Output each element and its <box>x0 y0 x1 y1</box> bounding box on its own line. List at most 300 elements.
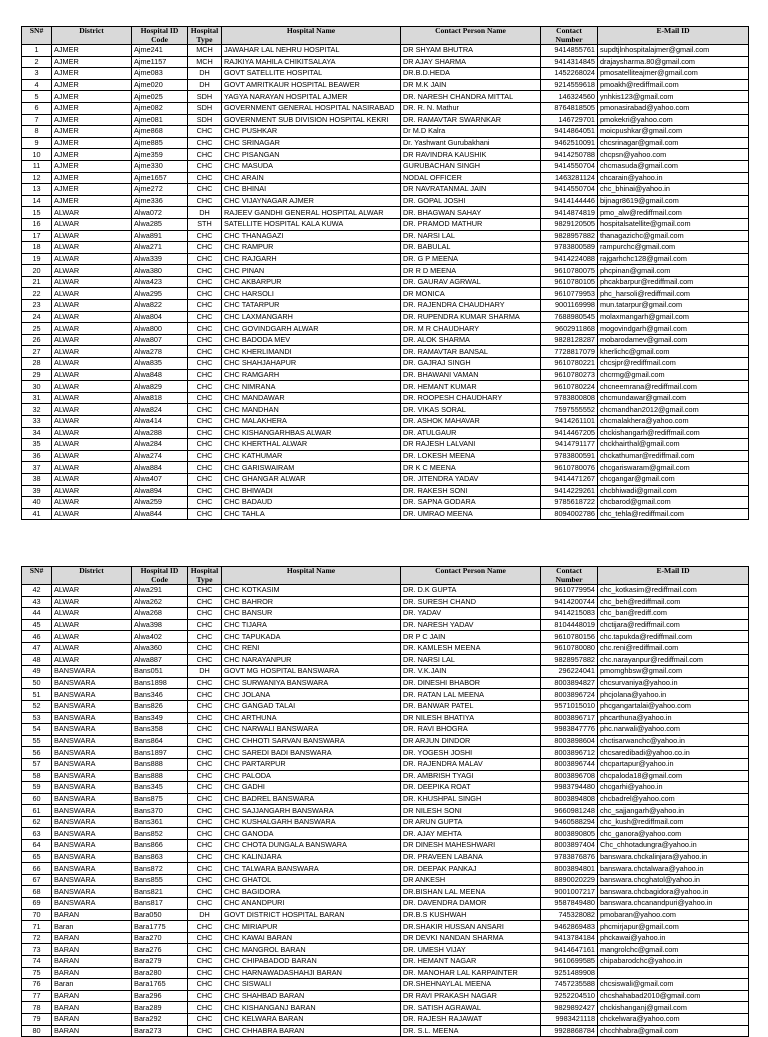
hospital-name-cell: CHC MASUDA <box>222 160 401 172</box>
hospital-id-cell: Alwa295 <box>132 288 188 300</box>
hospital-name-cell: CHC ANANDPURI <box>222 898 401 910</box>
table-row <box>22 1025 749 1037</box>
table-row <box>22 735 749 747</box>
hospital-name-cell: GOVT AMRITKAUR HOSPITAL BEAWER <box>222 79 401 91</box>
contact-person-cell: DR. RUPENDRA KUMAR SHARMA <box>401 311 541 323</box>
hospital-name-cell: CHC KUSHALGARH BANSWARA <box>222 816 401 828</box>
hospital-id-cell: Ajme081 <box>132 114 188 126</box>
contact-person-cell: DR. KAMLESH MEENA <box>401 642 541 654</box>
email-cell: chckelwara@yahoo.com <box>598 1013 749 1025</box>
table-row <box>22 666 749 678</box>
hospital-name-cell: CHC NIMRANA <box>222 381 401 393</box>
hospital-name-cell: CHC KISHANGANJ BARAN <box>222 1002 401 1014</box>
table-row <box>22 473 749 485</box>
hospital-type-cell: CHC <box>188 898 222 910</box>
table-row <box>22 886 749 898</box>
hospital-name-cell: CHC GHANGAR ALWAR <box>222 473 401 485</box>
district-cell: ALWAR <box>52 230 132 242</box>
sn-cell: 18 <box>22 242 52 254</box>
contact-person-cell: DR. YADAV <box>401 608 541 620</box>
contact-person-cell: DR. HEMANT KUMAR <box>401 381 541 393</box>
district-cell: BANSWARA <box>52 851 132 863</box>
hospital-type-cell: CHC <box>188 724 222 736</box>
contact-person-cell: DR. SAPNA GODARA <box>401 497 541 509</box>
hospital-name-cell: CHC PINAN <box>222 265 401 277</box>
sn-cell: 78 <box>22 1002 52 1014</box>
hospital-type-cell: CHC <box>188 979 222 991</box>
table-row <box>22 288 749 300</box>
table-row <box>22 56 749 68</box>
table-row <box>22 416 749 428</box>
hospital-name-cell: CHC SURWANIYA BANSWARA <box>222 677 401 689</box>
hospital-name-cell: CHC TALWARA BANSWARA <box>222 863 401 875</box>
sn-cell: 32 <box>22 404 52 416</box>
district-cell: ALWAR <box>52 276 132 288</box>
contact-person-cell: DR. BABULAL <box>401 242 541 254</box>
district-cell: ALWAR <box>52 416 132 428</box>
email-cell: pmosatelliteajmer@gmail.com <box>598 68 749 80</box>
hospital-name-cell: CHC GANODA <box>222 828 401 840</box>
header-sn: SN# <box>22 27 52 45</box>
hospital-name-cell: GOVT MG HOSPITAL BANSWARA <box>222 666 401 678</box>
hospital-name-cell: CHC SHAHBAD BARAN <box>222 990 401 1002</box>
contact-person-cell: DR. DEEPIKA ROAT <box>401 782 541 794</box>
sn-cell: 55 <box>22 735 52 747</box>
hospital-type-cell: SDH <box>188 102 222 114</box>
table-header-row <box>22 567 749 585</box>
contact-number-cell: 8003890805 <box>541 828 598 840</box>
hospital-type-cell: CHC <box>188 828 222 840</box>
contact-person-cell: DR. ALOK SHARMA <box>401 334 541 346</box>
sn-cell: 45 <box>22 619 52 631</box>
hospital-type-cell: CHC <box>188 608 222 620</box>
contact-number-cell: 8003897404 <box>541 840 598 852</box>
sn-cell: 70 <box>22 909 52 921</box>
contact-person-cell: DR. DAVENDRA DAMOR <box>401 898 541 910</box>
contact-person-cell: DR. RAKESH SONI <box>401 485 541 497</box>
contact-person-cell: DR M.K JAIN <box>401 79 541 91</box>
district-cell: AJMER <box>52 126 132 138</box>
contact-number-cell: 9252204510 <box>541 990 598 1002</box>
hospital-name-cell: CHC SRINAGAR <box>222 137 401 149</box>
table-row <box>22 585 749 597</box>
hospital-type-cell: DH <box>188 666 222 678</box>
sn-cell: 9 <box>22 137 52 149</box>
hospital-type-cell: CHC <box>188 619 222 631</box>
contact-person-cell: DR RAVINDRA KAUSHIK <box>401 149 541 161</box>
hospital-id-cell: Alwa271 <box>132 242 188 254</box>
contact-number-cell: 9783800591 <box>541 450 598 462</box>
table-row <box>22 184 749 196</box>
email-cell: phcpinan@gmail.com <box>598 265 749 277</box>
hospital-name-cell: GOVERNMENT SUB DIVISION HOSPITAL KEKRI <box>222 114 401 126</box>
contact-person-cell: DR R D MEENA <box>401 265 541 277</box>
sn-cell: 28 <box>22 358 52 370</box>
hospital-id-cell: Bans346 <box>132 689 188 701</box>
email-cell: Chc_chhotadungra@yahoo.in <box>598 840 749 852</box>
hospital-id-cell: Bans852 <box>132 828 188 840</box>
contact-person-cell: DR.B.D.HEDA <box>401 68 541 80</box>
hospital-name-cell: CHC PUSHKAR <box>222 126 401 138</box>
table-row <box>22 712 749 724</box>
district-cell: BANSWARA <box>52 700 132 712</box>
table-row <box>22 793 749 805</box>
hospital-type-cell: SDH <box>188 114 222 126</box>
email-cell: phcmirjapur@gmail.com <box>598 921 749 933</box>
contact-number-cell: 7597555552 <box>541 404 598 416</box>
hospital-id-cell: Alwa824 <box>132 404 188 416</box>
hospital-id-cell: Bans821 <box>132 886 188 898</box>
district-cell: AJMER <box>52 91 132 103</box>
district-cell: BARAN <box>52 1025 132 1037</box>
contact-person-cell: DR. BANWAR PATEL <box>401 700 541 712</box>
contact-number-cell: 745328082 <box>541 909 598 921</box>
district-cell: BARAN <box>52 990 132 1002</box>
hospital-type-cell: CHC <box>188 700 222 712</box>
contact-person-cell: DR. S.L. MEENA <box>401 1025 541 1037</box>
email-cell: mobarodamev@gmail.com <box>598 334 749 346</box>
contact-number-cell: 9828957882 <box>541 654 598 666</box>
district-cell: BANSWARA <box>52 840 132 852</box>
contact-number-cell: 7728817079 <box>541 346 598 358</box>
hospital-id-cell: Alwa288 <box>132 427 188 439</box>
email-cell: chcgangar@gmail.com <box>598 473 749 485</box>
table-row <box>22 218 749 230</box>
district-cell: ALWAR <box>52 288 132 300</box>
hospital-name-cell: CHC PISANGAN <box>222 149 401 161</box>
sn-cell: 7 <box>22 114 52 126</box>
sn-cell: 12 <box>22 172 52 184</box>
sn-cell: 21 <box>22 276 52 288</box>
table-row <box>22 450 749 462</box>
hospital-type-cell: DH <box>188 909 222 921</box>
district-cell: ALWAR <box>52 596 132 608</box>
contact-number-cell: 8003894808 <box>541 793 598 805</box>
contact-person-cell: DR. M R CHAUDHARY <box>401 323 541 335</box>
contact-person-cell: DR MONICA <box>401 288 541 300</box>
sn-cell: 38 <box>22 473 52 485</box>
hospital-id-cell: Alwa844 <box>132 508 188 520</box>
hospital-name-cell: GOVT SATELLITE HOSPITAL <box>222 68 401 80</box>
district-cell: BANSWARA <box>52 724 132 736</box>
hospital-id-cell: Bara280 <box>132 967 188 979</box>
contact-person-cell: DR SHYAM BHUTRA <box>401 45 541 57</box>
hospital-id-cell: Ajme025 <box>132 91 188 103</box>
hospital-name-cell: CHC HARSOLI <box>222 288 401 300</box>
contact-person-cell: DR. R. N. Mathur <box>401 102 541 114</box>
hospital-type-cell: CHC <box>188 654 222 666</box>
contact-number-cell: 9610780080 <box>541 642 598 654</box>
contact-number-cell: 8003896744 <box>541 758 598 770</box>
table-row <box>22 195 749 207</box>
hospital-name-cell: GOVERNMENT GENERAL HOSPITAL NASIRABAD <box>222 102 401 114</box>
contact-number-cell: 9414314845 <box>541 56 598 68</box>
hospital-name-cell: CHC SISWALI <box>222 979 401 991</box>
email-cell: chcpartapur@yahoo.in <box>598 758 749 770</box>
table-row <box>22 967 749 979</box>
hospital-type-cell: CHC <box>188 735 222 747</box>
sn-cell: 31 <box>22 392 52 404</box>
table-row <box>22 369 749 381</box>
table-row <box>22 126 749 138</box>
district-cell: ALWAR <box>52 427 132 439</box>
sn-cell: 69 <box>22 898 52 910</box>
contact-person-cell: DR. GOPAL JOSHI <box>401 195 541 207</box>
district-cell: ALWAR <box>52 497 132 509</box>
email-cell: chc.tapukda@rediffmail.com <box>598 631 749 643</box>
contact-person-cell: DR. NARSI LAL <box>401 230 541 242</box>
hospital-name-cell: JAWAHAR LAL NEHRU HOSPITAL <box>222 45 401 57</box>
sn-cell: 73 <box>22 944 52 956</box>
hospital-id-cell: Bara1775 <box>132 921 188 933</box>
email-cell: mangrolchc@gmail.com <box>598 944 749 956</box>
hospital-id-cell: Bara276 <box>132 944 188 956</box>
contact-person-cell: DR. ATULGAUR <box>401 427 541 439</box>
district-cell: ALWAR <box>52 242 132 254</box>
sn-cell: 15 <box>22 207 52 219</box>
district-cell: ALWAR <box>52 265 132 277</box>
email-cell: banswara.chcanandpuri@yahoo.in <box>598 898 749 910</box>
table-row <box>22 874 749 886</box>
contact-number-cell: 9610780221 <box>541 358 598 370</box>
district-cell: ALWAR <box>52 404 132 416</box>
sn-cell: 58 <box>22 770 52 782</box>
table-row <box>22 497 749 509</box>
contact-number-cell: 9414550704 <box>541 184 598 196</box>
email-cell: chc.reni@rediffmail.com <box>598 642 749 654</box>
hospital-id-cell: Bans875 <box>132 793 188 805</box>
hospital-name-cell: CHC BAHROR <box>222 596 401 608</box>
sn-cell: 43 <box>22 596 52 608</box>
sn-cell: 49 <box>22 666 52 678</box>
district-cell: ALWAR <box>52 450 132 462</box>
hospital-name-cell: CHC BHIWADI <box>222 485 401 497</box>
email-cell: moicpushkar@gmail.com <box>598 126 749 138</box>
hospital-name-cell: CHC TIJARA <box>222 619 401 631</box>
contact-person-cell: DR ARUN GUPTA <box>401 816 541 828</box>
district-cell: ALWAR <box>52 311 132 323</box>
hospital-id-cell: Bara050 <box>132 909 188 921</box>
hospital-type-cell: CHC <box>188 416 222 428</box>
district-cell: BARAN <box>52 1013 132 1025</box>
sn-cell: 14 <box>22 195 52 207</box>
hospital-name-cell: CHC TATARPUR <box>222 300 401 312</box>
sn-cell: 37 <box>22 462 52 474</box>
email-cell: rampurchc@gmail.com <box>598 242 749 254</box>
hospital-id-cell: Alwa291 <box>132 585 188 597</box>
email-cell: chckathumar@rediffmail.com <box>598 450 749 462</box>
contact-number-cell: 9610780075 <box>541 265 598 277</box>
contact-person-cell: DR. DINESHI BHABOR <box>401 677 541 689</box>
district-cell: BANSWARA <box>52 770 132 782</box>
email-cell: chc_ban@rediff.com <box>598 608 749 620</box>
sn-cell: 44 <box>22 608 52 620</box>
district-cell: BANSWARA <box>52 666 132 678</box>
hospital-id-cell: Alwa398 <box>132 619 188 631</box>
table-row <box>22 921 749 933</box>
hospital-name-cell: CHC THANAGAZI <box>222 230 401 242</box>
hospital-id-cell: Bans863 <box>132 851 188 863</box>
contact-person-cell: DR. RAJESH RAJAWAT <box>401 1013 541 1025</box>
district-cell: ALWAR <box>52 619 132 631</box>
table-row <box>22 677 749 689</box>
district-cell: ALWAR <box>52 300 132 312</box>
contact-number-cell: 9462869483 <box>541 921 598 933</box>
district-cell: BARAN <box>52 956 132 968</box>
hospital-id-cell: Alwa259 <box>132 497 188 509</box>
contact-number-cell: 9610780156 <box>541 631 598 643</box>
contact-number-cell: 9571015010 <box>541 700 598 712</box>
table-row <box>22 700 749 712</box>
hospital-id-cell: Ajme083 <box>132 68 188 80</box>
sn-cell: 34 <box>22 427 52 439</box>
contact-number-cell: 9829892427 <box>541 1002 598 1014</box>
contact-number-cell: 7688980545 <box>541 311 598 323</box>
email-cell: chc_tehla@rediffmail.com <box>598 508 749 520</box>
sn-cell: 77 <box>22 990 52 1002</box>
hospital-type-cell: CHC <box>188 585 222 597</box>
hospital-type-cell: CHC <box>188 874 222 886</box>
email-cell: chc_bhinai@yahoo.in <box>598 184 749 196</box>
contact-person-cell: DR. RAMAVTAR BANSAL <box>401 346 541 358</box>
table-row <box>22 137 749 149</box>
sn-cell: 76 <box>22 979 52 991</box>
hospital-type-cell: CHC <box>188 782 222 794</box>
contact-number-cell: 9414229261 <box>541 485 598 497</box>
sn-cell: 1 <box>22 45 52 57</box>
district-cell: Baran <box>52 979 132 991</box>
hospital-id-cell: Alwa894 <box>132 485 188 497</box>
contact-person-cell: DR ANKESH <box>401 874 541 886</box>
header-hospital-name: Hospital Name <box>222 567 401 585</box>
contact-number-cell: 9414467205 <box>541 427 598 439</box>
email-cell: pmokekri@yahoo.com <box>598 114 749 126</box>
hospital-type-cell: CHC <box>188 311 222 323</box>
table-row <box>22 898 749 910</box>
district-cell: BARAN <box>52 1002 132 1014</box>
hospital-name-cell: CHC BAGIDORA <box>222 886 401 898</box>
hospital-id-cell: Alwa891 <box>132 230 188 242</box>
hospital-type-cell: DH <box>188 79 222 91</box>
email-cell: chctijara@rediffmail.com <box>598 619 749 631</box>
contact-number-cell: 9983421118 <box>541 1013 598 1025</box>
table-row <box>22 45 749 57</box>
hospital-id-cell: Ajme359 <box>132 149 188 161</box>
district-cell: BANSWARA <box>52 677 132 689</box>
contact-number-cell: 8094002786 <box>541 508 598 520</box>
table-row <box>22 805 749 817</box>
contact-number-cell: 8003896712 <box>541 747 598 759</box>
contact-person-cell: DR DEVKI NANDAN SHARMA <box>401 932 541 944</box>
contact-number-cell: 9928868784 <box>541 1025 598 1037</box>
table-row <box>22 242 749 254</box>
email-cell: chcpaloda18@gmail.com <box>598 770 749 782</box>
email-cell: supdtjlnhospitalajmer@gmail.com <box>598 45 749 57</box>
email-cell: chcsurvaniya@yahoo.in <box>598 677 749 689</box>
sn-cell: 63 <box>22 828 52 840</box>
hospital-name-cell: CHC CHOTA DUNGALA BANSWARA <box>222 840 401 852</box>
email-cell: banswara.chcbagidora@yahoo.in <box>598 886 749 898</box>
hospital-type-cell: CHC <box>188 300 222 312</box>
table-row <box>22 932 749 944</box>
header-hospital-id: Hospital ID Code <box>132 27 188 45</box>
email-cell: bijnagr8619@gmail.com <box>598 195 749 207</box>
contact-number-cell: 9610780105 <box>541 276 598 288</box>
hospital-type-cell: CHC <box>188 358 222 370</box>
sn-cell: 65 <box>22 851 52 863</box>
contact-person-cell: DR. UMESH VIJAY <box>401 944 541 956</box>
email-cell: chcsiswali@gmail.com <box>598 979 749 991</box>
district-cell: ALWAR <box>52 631 132 643</box>
hospital-type-cell: DH <box>188 207 222 219</box>
hospital-type-cell: CHC <box>188 793 222 805</box>
hospital-type-cell: CHC <box>188 427 222 439</box>
hospital-type-cell: CHC <box>188 485 222 497</box>
sn-cell: 66 <box>22 863 52 875</box>
district-cell: ALWAR <box>52 508 132 520</box>
contact-number-cell: 8003894827 <box>541 677 598 689</box>
sn-cell: 75 <box>22 967 52 979</box>
table-row <box>22 79 749 91</box>
hospital-name-cell: CHC KAWAI BARAN <box>222 932 401 944</box>
table-row <box>22 596 749 608</box>
table-row <box>22 207 749 219</box>
hospital-id-cell: Bans888 <box>132 758 188 770</box>
district-cell: BARAN <box>52 944 132 956</box>
hospital-name-cell: CHC BADODA MEV <box>222 334 401 346</box>
sn-cell: 57 <box>22 758 52 770</box>
hospital-id-cell: Bans872 <box>132 863 188 875</box>
hospital-id-cell: Ajme1657 <box>132 172 188 184</box>
hospital-id-cell: Alwa818 <box>132 392 188 404</box>
district-cell: ALWAR <box>52 369 132 381</box>
hospital-name-cell: CHC VIJAYNAGAR AJMER <box>222 195 401 207</box>
hospital-type-cell: CHC <box>188 288 222 300</box>
sn-cell: 4 <box>22 79 52 91</box>
contact-number-cell: 1463281124 <box>541 172 598 184</box>
email-cell: pmobaran@yahoo.com <box>598 909 749 921</box>
district-cell: ALWAR <box>52 346 132 358</box>
header-contact-person: Contact Person Name <box>401 27 541 45</box>
table-row <box>22 654 749 666</box>
district-cell: BANSWARA <box>52 886 132 898</box>
hospital-name-cell: CHC RAJGARH <box>222 253 401 265</box>
hospital-name-cell: CHC NARAYANPUR <box>222 654 401 666</box>
email-cell: chcrmg@gmail.com <box>598 369 749 381</box>
contact-number-cell: 9414550704 <box>541 160 598 172</box>
contact-person-cell: DR. PRAMOD MATHUR <box>401 218 541 230</box>
table-row <box>22 276 749 288</box>
hospital-type-cell: CHC <box>188 851 222 863</box>
contact-person-cell: DR. MANOHAR LAL KARPAINTER <box>401 967 541 979</box>
hospital-name-cell: CHC ARAIN <box>222 172 401 184</box>
email-cell: chcshahabad2010@gmail.com <box>598 990 749 1002</box>
contact-person-cell: DR RAJESH LALVANI <box>401 439 541 451</box>
contact-number-cell: 9414647161 <box>541 944 598 956</box>
email-cell: chc_beh@rediffmail.com <box>598 596 749 608</box>
contact-number-cell: 9983847776 <box>541 724 598 736</box>
hospital-name-cell: CHC SHAHJAHAPUR <box>222 358 401 370</box>
sn-cell: 52 <box>22 700 52 712</box>
email-cell: banswara.chctalwara@yahoo.in <box>598 863 749 875</box>
hospital-id-cell: Bans361 <box>132 816 188 828</box>
hospital-type-cell: CHC <box>188 944 222 956</box>
contact-number-cell: 9828957882 <box>541 230 598 242</box>
district-cell: BANSWARA <box>52 689 132 701</box>
hospital-id-cell: Bans345 <box>132 782 188 794</box>
sn-cell: 30 <box>22 381 52 393</box>
hospital-id-cell: Alwa274 <box>132 450 188 462</box>
